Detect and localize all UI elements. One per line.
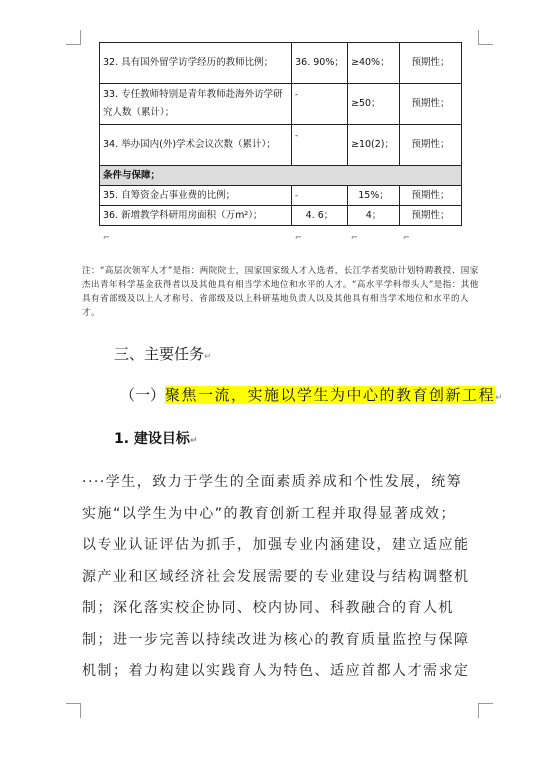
metric-target: ≥50；	[348, 84, 400, 125]
table-row	[100, 84, 462, 125]
body-line: 实施“以学生为中心”的教育创新工程并取得显著成效；	[82, 505, 457, 522]
metric-value: 36. 90%；	[292, 43, 348, 84]
table-section-row	[100, 166, 462, 186]
target-heading	[114, 428, 197, 448]
paragraph-mark: ⌐	[295, 233, 302, 242]
crop-mark-top-left	[66, 30, 81, 45]
paragraph-mark: ↵	[189, 436, 198, 446]
metric-name: 36. 新增教学科研用房面积（万m²）；	[100, 206, 292, 226]
metric-value: 4. 6；	[292, 206, 348, 226]
paragraph-mark: ⌐	[351, 233, 358, 242]
paragraph-mark: ↵	[495, 393, 503, 403]
body-line: 以专业认证评估为抓手，加强专业内涵建设，建立适应能	[82, 537, 470, 553]
metric-value: -	[292, 125, 348, 166]
metric-name: 35. 自筹资金占事业费的比例；	[100, 186, 292, 206]
metric-name: 33. 专任教师特别是青年教师赴海外访学研究人数（累计）；	[100, 84, 292, 125]
body-line: 制；深化落实校企协同、校内协同、科教融合的育人机	[82, 600, 454, 616]
metric-target: ≥40%；	[348, 43, 400, 84]
subsection-number: （一）	[120, 386, 166, 404]
body-line: ····学生，致力于学生的全面素质养成和个性发展，统筹	[82, 474, 463, 490]
crop-mark-top-right	[478, 30, 493, 45]
metric-nature: 预期性；	[400, 43, 462, 84]
metric-name: 34. 举办国内(外)学术会议次数（累计）；	[100, 125, 292, 166]
body-line: 制；进一步完善以持续改进为核心的教育质量监控与保障	[82, 631, 470, 648]
body-line: 源产业和区域经济社会发展需要的专业建设与结构调整机	[82, 568, 470, 585]
subsection-heading	[120, 384, 503, 405]
table-footnote: 注：“高层次领军人才”是指：两院院士，国家国家级人才入选者，长江学者奖励计划特聘教授、国家杰出青年科学基金获得者以及其他具有相当学术地位和水平的人才。“高水平学科带头人”是指：其他具有省部级及以上人才称号、省部级及以上科研基地负责人以及其他具有相当学术地位和水平的人才。	[82, 266, 479, 318]
metric-nature: 预期性；	[400, 125, 462, 166]
table-row	[100, 125, 462, 166]
section-heading-text: 三、主要任务	[114, 345, 205, 363]
paragraph-mark: ↵	[204, 352, 212, 362]
metric-nature: 预期性；	[400, 206, 462, 226]
section-title: 条件与保障；	[100, 166, 462, 186]
metric-target: ≥10(2)；	[348, 125, 400, 166]
body-line: 机制；着力构建以实践育人为特色、适应首都人才需求定	[82, 663, 470, 679]
table-row	[100, 43, 462, 84]
table-row	[100, 206, 462, 226]
metric-value: -	[292, 186, 348, 206]
crop-mark-bottom-right	[478, 703, 493, 718]
metric-name: 32. 具有国外留学访学经历的教师比例；	[100, 43, 292, 84]
highlighted-title: 聚焦一流，实施以学生为中心的教育创新工程	[165, 386, 496, 404]
paragraph-mark: ⌐	[103, 233, 110, 242]
metric-target: 15%；	[348, 186, 400, 206]
crop-mark-bottom-left	[66, 703, 81, 718]
paragraph-mark: ⌐	[403, 233, 410, 242]
metrics-table	[99, 42, 462, 226]
table-end-marks	[99, 233, 461, 243]
table-row	[100, 186, 462, 206]
target-heading-text: 1. 建设目标	[114, 431, 190, 447]
metric-nature: 预期性；	[400, 186, 462, 206]
section-heading	[114, 343, 212, 364]
metric-nature: 预期性；	[400, 84, 462, 125]
body-paragraph	[82, 467, 472, 688]
metric-target: 4；	[348, 206, 400, 226]
metric-value: -	[292, 84, 348, 125]
